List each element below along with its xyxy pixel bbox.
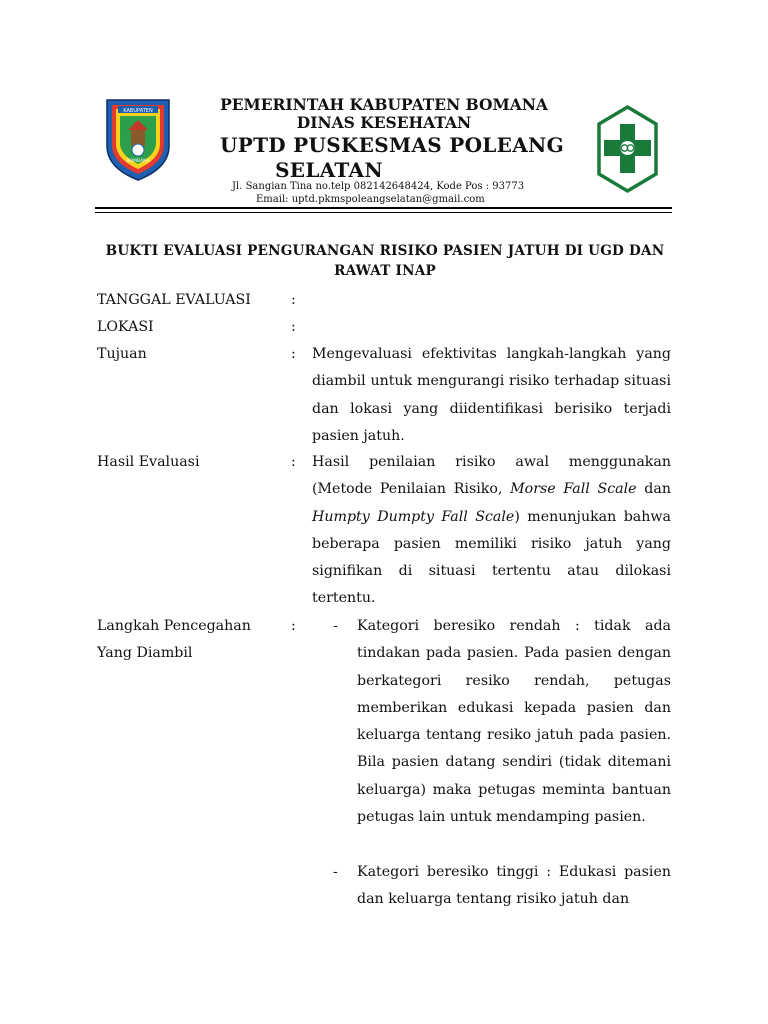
humpty-dumpty-fall-scale: Humpty Dumpty Fall Scale [312,508,515,525]
hasil-label: Hasil Evaluasi [97,454,200,470]
tanggal-colon: : [291,292,296,308]
hasil-text-part2: dan [636,481,671,498]
kabupaten-logo [101,94,175,182]
hasil-text-part1: Hasil penilaian risiko awal menggunakan (Metode Penilaian Risiko, [312,454,671,498]
morse-fall-scale: Morse Fall Scale [510,481,637,498]
header-dept: DINAS KESEHATAN [296,113,472,132]
langkah-item1-text: Kategori beresiko rendah : tidak ada tindakan pada pasien. Pada pasien dengan berkategori resiko rendah, petugas memberikan edukasi kepada pasien dan keluarga tentang resiko jatuh pada pasien. Bila pasien datang sendiri (tidak ditemani keluarga) maka petugas meminta bantuan petugas lain untuk mendamping pasien. [357,618,671,826]
lokasi-label: LOKASI [97,319,154,335]
document-title: BUKTI EVALUASI PENGURANGAN RISIKO PASIEN JATUH DI UGD DAN RAWAT INAP [105,243,665,279]
header-address: Jl. Sangian Tina no.telp 082142648424, Kode Pos : 93773 [232,181,525,192]
logo-left-text2: BOMBANA [126,159,150,164]
langkah-label-line1: Langkah Pencegahan [97,618,251,634]
header-rule-thin [95,212,672,213]
langkah-label-line2: Yang Diambil [97,645,193,661]
hasil-text [312,449,671,613]
header-email: Email: uptd.pkmspoleangselatan@gmail.com [256,194,485,205]
tujuan-text: Mengevaluasi efektivitas langkah-langkah yang diambil untuk mengurangi risiko terhadap situasi dan lokasi yang diidentifikasi berisiko terjadi pasien jatuh. [312,346,671,444]
puskesmas-logo [596,104,659,194]
lokasi-colon: : [291,319,296,335]
tanggal-label: TANGGAL EVALUASI [97,292,251,308]
tujuan-colon: : [291,346,296,362]
hasil-colon: : [291,454,296,470]
header-name-line1: UPTD PUSKESMAS POLEANG [220,133,564,157]
header-rule-thick [95,207,672,209]
logo-left-text: KABUPATEN [123,108,153,114]
langkah-item2-dash: - [333,864,338,880]
tujuan-label: Tujuan [97,346,147,362]
langkah-item1-dash: - [333,618,338,634]
langkah-item2-text: Kategori beresiko tinggi : Edukasi pasien dan keluarga tentang risiko jatuh dan [357,864,671,908]
header-name-line2: SELATAN [275,158,383,182]
langkah-colon: : [291,618,296,634]
hasil-text-part3: ) menunjukan bahwa beberapa pasien memiliki risiko jatuh yang signifikan di situasi tertentu atau dilokasi tertentu. [312,508,671,607]
header-gov: PEMERINTAH KABUPATEN BOMANA [220,95,548,114]
